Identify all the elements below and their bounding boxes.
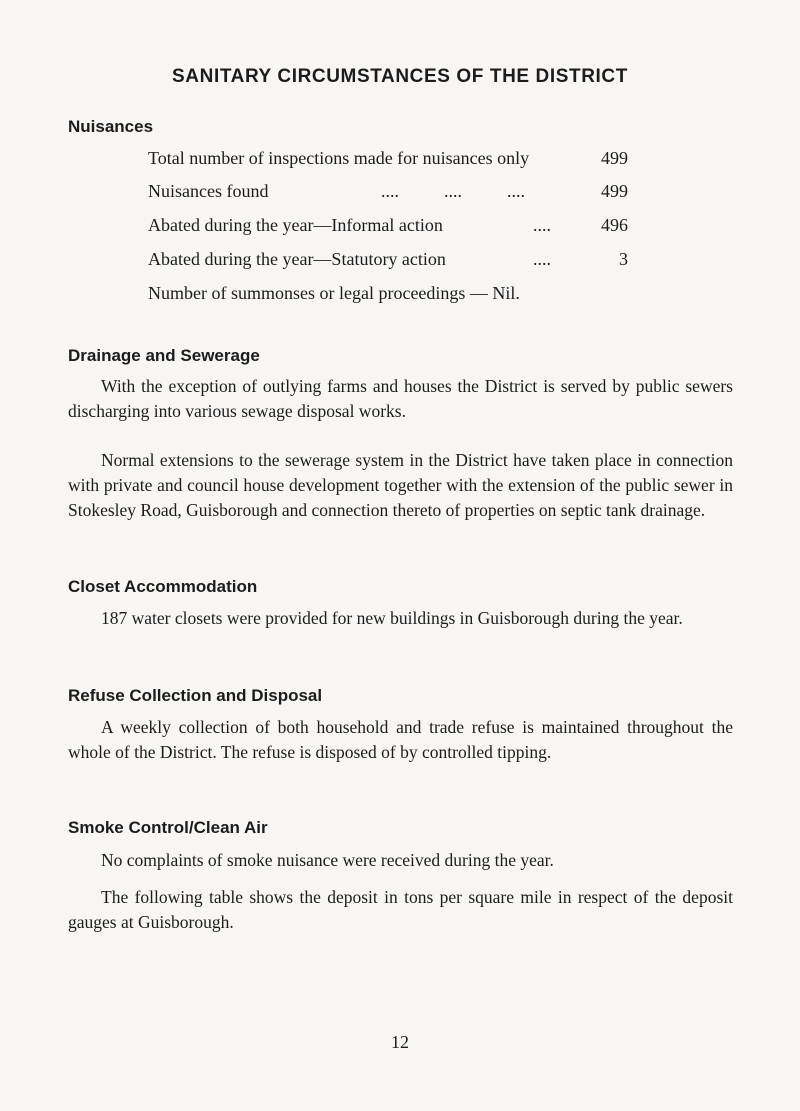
- summonses-text: Number of summonses or legal proceedings — Nil.: [148, 283, 520, 303]
- page-number: 12: [391, 1032, 409, 1052]
- nuisances-row-informal: [148, 213, 628, 237]
- refuse-paragraph: A weekly collection of both household and trade refuse is maintained throughout the whole of the District. The refuse is disposed of by controlled tipping.: [68, 717, 733, 762]
- drainage-heading: Drainage and Sewerage: [68, 346, 260, 365]
- closet-paragraph: 187 water closets were provided for new buildings in Guisborough during the year.: [101, 608, 683, 628]
- row-label: Abated during the year—Statutory action: [148, 249, 446, 269]
- refuse-heading: Refuse Collection and Disposal: [68, 686, 323, 705]
- row-label: Nuisances found: [148, 181, 269, 201]
- row-label: Total number of inspections made for nuisances only: [148, 148, 530, 168]
- nuisances-row-statutory: [148, 247, 628, 271]
- smoke-heading: Smoke Control/Clean Air: [68, 818, 268, 837]
- row-value: 499: [601, 148, 628, 168]
- smoke-paragraph-1: No complaints of smoke nuisance were received during the year.: [101, 850, 554, 870]
- drainage-paragraph-2: Normal extensions to the sewerage system in the District have taken place in connection with private and council house development together with the extension of the public sewer in Stokesley Road, Guisborough and connection thereto of properties on septic tank drainage.: [68, 450, 733, 520]
- row-value: 496: [601, 215, 628, 235]
- row-value: 499: [601, 181, 628, 201]
- closet-heading: Closet Accommodation: [68, 577, 258, 596]
- drainage-paragraph-1: With the exception of outlying farms and houses the District is served by public sewers discharging into various sewage disposal works.: [68, 376, 733, 421]
- row-label: Abated during the year—Informal action: [148, 215, 443, 235]
- leader-dots: .... .... ....: [381, 181, 525, 201]
- smoke-paragraph-2: The following table shows the deposit in tons per square mile in respect of the deposit gauges at Guisborough.: [68, 887, 733, 932]
- nuisances-row-inspections: [148, 146, 628, 170]
- page-title: SANITARY CIRCUMSTANCES OF THE DISTRICT: [172, 66, 628, 87]
- leader-dots: ....: [533, 249, 551, 269]
- nuisances-summonses: [148, 281, 628, 305]
- leader-dots: ....: [533, 215, 551, 235]
- nuisances-heading: Nuisances: [68, 117, 154, 136]
- row-value: 3: [619, 249, 628, 269]
- nuisances-row-found: [148, 179, 628, 203]
